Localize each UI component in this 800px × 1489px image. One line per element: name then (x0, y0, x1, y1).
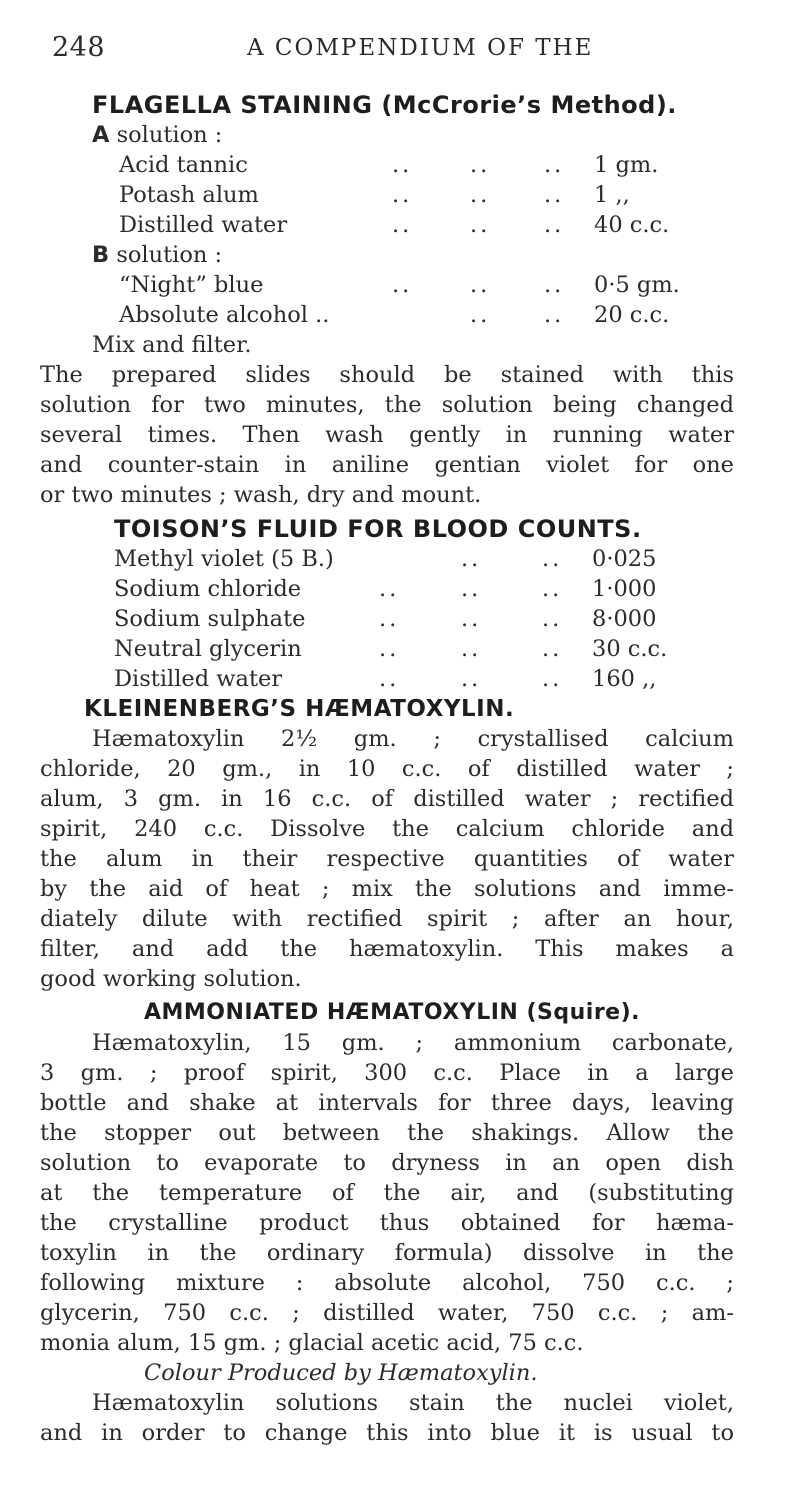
leader-dots: .. (544, 302, 565, 328)
recipe-row (84, 544, 744, 574)
text-line: following mixture : absolute alcohol, 750 c.c. ; (40, 1270, 734, 1296)
toison-table (84, 544, 744, 694)
flagella-heading: FLAGELLA STAINING (McCrorie’s Method). (92, 91, 677, 119)
ingredient: “Night” blue (119, 272, 264, 298)
text-line: Hæmatoxylin 2½ gm. ; crystallised calcium (92, 726, 734, 752)
text-line: or two minutes ; wash, dry and mount. (40, 482, 482, 508)
text-line: the alum in their respective quantities of water (40, 846, 734, 872)
mix-instruction: Mix and filter. (92, 332, 252, 358)
amount: 40 c.c. (594, 212, 670, 238)
toison-heading: TOISON’S FLUID FOR BLOOD COUNTS. (114, 515, 642, 543)
kleinenberg-heading: KLEINENBERG’S HÆMATOXYLIN. (84, 696, 515, 722)
text-line: The prepared slides should be stained with this (40, 362, 734, 388)
ingredient: Potash alum (119, 182, 259, 208)
page-header (52, 32, 760, 66)
leader-dots: .. (379, 666, 400, 692)
solution-a-letter: A (92, 122, 110, 148)
leader-dots: .. (470, 272, 491, 298)
solution-a-table (84, 150, 744, 240)
amount: 1·000 (592, 576, 657, 602)
text-line: by the aid of heat ; mix the solutions and imme- (40, 876, 734, 902)
ingredient: Distilled water (119, 212, 288, 238)
text-line: several times. Then wash gently in running water (40, 422, 734, 448)
text-line: chloride, 20 gm., in 10 c.c. of distilled water ; (40, 756, 734, 782)
colour-heading: Colour Produced by Hæmatoxylin. (144, 1360, 538, 1386)
solution-b-text: solution : (116, 242, 223, 268)
leader-dots: .. (461, 666, 482, 692)
recipe-row (84, 634, 744, 664)
leader-dots: .. (392, 272, 413, 298)
amount: 8·000 (592, 606, 657, 632)
recipe-row (84, 604, 744, 634)
leader-dots: .. (470, 182, 491, 208)
recipe-row (84, 300, 744, 330)
text-line: spirit, 240 c.c. Dissolve the calcium chloride and (40, 816, 734, 842)
page-number: 248 (52, 32, 106, 63)
leader-dots: .. (542, 666, 563, 692)
recipe-row (84, 664, 744, 694)
ingredient: Acid tannic (119, 152, 248, 178)
text-line: alum, 3 gm. in 16 c.c. of distilled water ; rectified (40, 786, 734, 812)
recipe-row (84, 574, 744, 604)
recipe-row (84, 210, 744, 240)
leader-dots: .. (542, 546, 563, 572)
text-line: at the temperature of the air, and (substituting (40, 1180, 734, 1206)
text-line: 3 gm. ; proof spirit, 300 c.c. Place in a large (40, 1060, 734, 1086)
ingredient: Distilled water (114, 666, 283, 692)
amount: 0·5 gm. (594, 272, 680, 298)
leader-dots: .. (470, 152, 491, 178)
text-line: monia alum, 15 gm. ; glacial acetic acid, 75 c.c. (40, 1330, 584, 1356)
leader-dots: .. (379, 576, 400, 602)
text-line: and in order to change this into blue it is usual to (40, 1420, 734, 1446)
text-line: and counter-stain in aniline gentian violet for one (40, 452, 734, 478)
leader-dots: .. (544, 152, 565, 178)
leader-dots: .. (379, 636, 400, 662)
kleinenberg-paragraph (40, 724, 734, 994)
ingredient: Absolute alcohol .. (119, 302, 330, 328)
leader-dots: .. (544, 182, 565, 208)
text-line: the crystalline product thus obtained for hæma- (40, 1210, 734, 1236)
leader-dots: .. (392, 152, 413, 178)
solution-a-label (92, 120, 744, 150)
amount: 0·025 (592, 546, 657, 572)
text-line: good working solution. (40, 966, 302, 992)
leader-dots: .. (461, 546, 482, 572)
page-content (40, 90, 744, 1448)
recipe-row (84, 180, 744, 210)
amount: 1 ,, (594, 182, 630, 208)
ingredient: Sodium sulphate (114, 606, 306, 632)
leader-dots: .. (470, 302, 491, 328)
ingredient: Methyl violet (5 B.) (114, 546, 334, 572)
text-line: toxylin in the ordinary formula) dissolve in the (40, 1240, 734, 1266)
leader-dots: .. (470, 212, 491, 238)
solution-b-table (84, 270, 744, 330)
amount: 1 gm. (594, 152, 659, 178)
amount: 30 c.c. (592, 636, 668, 662)
text-line: diately dilute with rectified spirit ; after an hour, (40, 906, 734, 932)
leader-dots: .. (379, 606, 400, 632)
text-line: solution to evaporate to dryness in an open dish (40, 1150, 734, 1176)
colour-paragraph (40, 1388, 734, 1448)
text-line: glycerin, 750 c.c. ; distilled water, 750 c.c. ; am- (40, 1300, 734, 1326)
leader-dots: .. (544, 212, 565, 238)
recipe-row (84, 270, 744, 300)
leader-dots: .. (392, 212, 413, 238)
text-line: bottle and shake at intervals for three days, leaving (40, 1090, 734, 1116)
leader-dots: .. (392, 182, 413, 208)
leader-dots: .. (542, 606, 563, 632)
recipe-row (84, 150, 744, 180)
leader-dots: .. (544, 272, 565, 298)
ingredient: Sodium chloride (114, 576, 302, 602)
text-line: solution for two minutes, the solution being changed (40, 392, 734, 418)
leader-dots: .. (461, 576, 482, 602)
solution-a-text: solution : (116, 122, 223, 148)
text-line: the stopper out between the shakings. Allow the (40, 1120, 734, 1146)
solution-b-letter: B (92, 242, 110, 268)
ingredient: Neutral glycerin (114, 636, 302, 662)
leader-dots: .. (461, 606, 482, 632)
leader-dots: .. (461, 636, 482, 662)
text-line: Hæmatoxylin, 15 gm. ; ammonium carbonate, (92, 1030, 734, 1056)
text-line: filter, and add the hæmatoxylin. This makes a (40, 936, 734, 962)
flagella-paragraph (40, 360, 734, 510)
leader-dots: .. (542, 636, 563, 662)
running-head: A COMPENDIUM OF THE (247, 35, 594, 61)
text-line: Hæmatoxylin solutions stain the nuclei violet, (92, 1390, 734, 1416)
amount: 20 c.c. (594, 302, 670, 328)
ammoniated-heading: AMMONIATED HÆMATOXYLIN (Squire). (144, 1000, 641, 1025)
amount: 160 ,, (592, 666, 657, 692)
leader-dots: .. (542, 576, 563, 602)
ammoniated-paragraph (40, 1028, 734, 1358)
solution-b-label (92, 240, 744, 270)
